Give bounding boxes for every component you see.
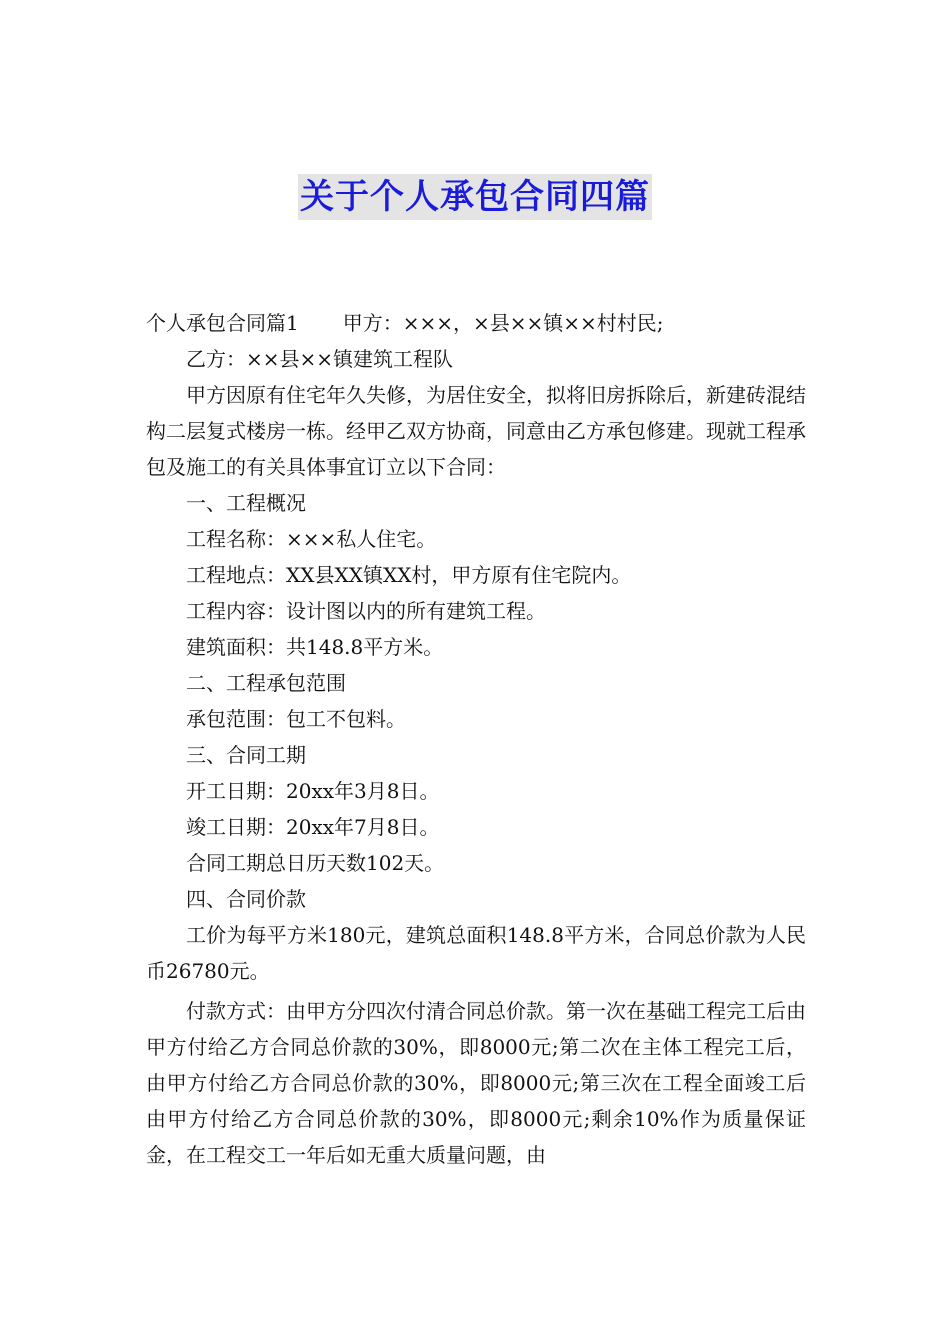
paragraph-price: 工价为每平方米180元，建筑总面积148.8平方米，合同总价款为人民币26780元。 xyxy=(146,923,806,983)
document-title: 关于个人承包合同四篇 xyxy=(298,174,652,220)
heading-overview: 一、工程概况 xyxy=(186,491,306,515)
paragraph-project-content: 工程内容：设计图以内的所有建筑工程。 xyxy=(186,599,546,623)
paragraph-floor-area: 建筑面积：共148.8平方米。 xyxy=(186,635,444,659)
section-heading: 个人承包合同篇1 xyxy=(146,311,299,335)
paragraph-start-date: 开工日期：20xx年3月8日。 xyxy=(186,779,440,803)
document-body xyxy=(146,305,806,1173)
paragraph-payment: 付款方式：由甲方分四次付清合同总价款。第一次在基础工程完工后由甲方付给乙方合同总价款的30%，即8000元;第二次在主体工程完工后，由甲方付给乙方合同总价款的30%，即8000元;第三次在工程全面竣工后由甲方付给乙方合同总价款的30%，即8000元;剩余10%作为质量保证金，在工程交工一年后如无重大质量问题，由 xyxy=(146,999,806,1167)
title-block xyxy=(0,174,950,220)
first-line xyxy=(146,305,806,341)
heading-price: 四、合同价款 xyxy=(186,887,306,911)
paragraph-end-date: 竣工日期：20xx年7月8日。 xyxy=(186,815,440,839)
paragraph-party-b: 乙方：××县××镇建筑工程队 xyxy=(186,347,454,371)
paragraph-project-location: 工程地点：XX县XX镇XX村，甲方原有住宅院内。 xyxy=(186,563,632,587)
paragraph-scope: 承包范围：包工不包料。 xyxy=(186,707,406,731)
party-a-line: 甲方：×××，×县××镇××村村民; xyxy=(342,311,664,335)
heading-scope: 二、工程承包范围 xyxy=(186,671,346,695)
paragraph-total-days: 合同工期总日历天数102天。 xyxy=(186,851,445,875)
paragraph-project-name: 工程名称：×××私人住宅。 xyxy=(186,527,437,551)
heading-period: 三、合同工期 xyxy=(186,743,306,767)
paragraph-intro: 甲方因原有住宅年久失修，为居住安全，拟将旧房拆除后，新建砖混结构二层复式楼房一栋。经甲乙双方协商，同意由乙方承包修建。现就工程承包及施工的有关具体事宜订立以下合同： xyxy=(146,383,806,479)
